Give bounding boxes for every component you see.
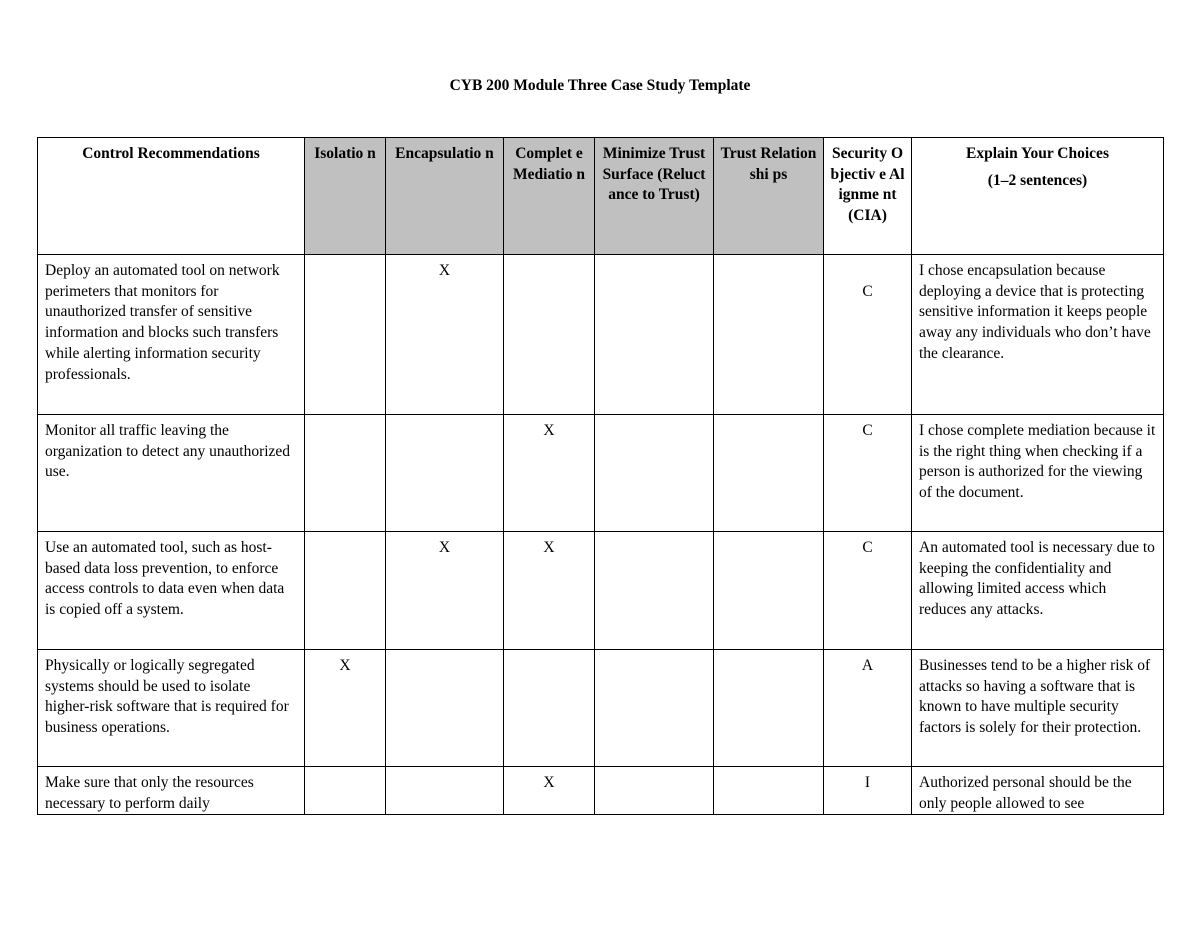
encapsulation-cell: X xyxy=(386,255,504,415)
header-explain-subtitle: (1–2 sentences) xyxy=(987,171,1088,189)
table-row xyxy=(38,767,1164,815)
header-explain-choices xyxy=(912,138,1164,255)
table-row xyxy=(38,255,1164,415)
header-minimize-trust-surface: Minimize Trust Surface (Reluctance to Trust) xyxy=(595,138,714,255)
cia-cell: A xyxy=(824,650,912,767)
header-trust-relationships: Trust Relationshi ps xyxy=(714,138,824,255)
trust-relationships-cell xyxy=(714,767,824,815)
control-cell: Deploy an automated tool on network perimeters that monitors for unauthorized transfer of sensitive information and blocks such transfers while alerting information security professionals. xyxy=(38,255,305,415)
header-complete-mediation: Complet e Mediatio n xyxy=(504,138,595,255)
minimize-trust-cell xyxy=(595,650,714,767)
explain-cell-text: Authorized personal should be the only people allowed to see xyxy=(919,774,1132,812)
explain-cell: I chose encapsulation because deploying a device that is protecting sensitive information it keeps people away any individuals who don’t have the clearance. xyxy=(912,255,1164,415)
table-row xyxy=(38,415,1164,532)
table-row xyxy=(38,650,1164,767)
isolation-cell xyxy=(305,767,386,815)
cia-cell: C xyxy=(824,532,912,650)
document-title: CYB 200 Module Three Case Study Template xyxy=(449,77,751,94)
encapsulation-cell: X xyxy=(386,532,504,650)
control-cell: Monitor all traffic leaving the organization to detect any unauthorized use. xyxy=(38,415,305,532)
isolation-cell xyxy=(305,532,386,650)
header-control-recommendations: Control Recommendations xyxy=(38,138,305,255)
header-security-objective: Security Objectiv e Alignme nt (CIA) xyxy=(824,138,912,255)
control-cell: Use an automated tool, such as host-based data loss prevention, to enforce access controls to data even when data is copied off a system. xyxy=(38,532,305,650)
complete-mediation-cell: X xyxy=(504,415,595,532)
explain-cell: I chose complete mediation because it is the right thing when checking if a person is authorized for the viewing of the document. xyxy=(912,415,1164,532)
complete-mediation-cell: X xyxy=(504,532,595,650)
minimize-trust-cell xyxy=(595,767,714,815)
complete-mediation-cell: X xyxy=(504,767,595,815)
table-row xyxy=(38,532,1164,650)
isolation-cell xyxy=(305,255,386,415)
header-encapsulation: Encapsulatio n xyxy=(386,138,504,255)
trust-relationships-cell xyxy=(714,532,824,650)
table-header-row xyxy=(38,138,1164,255)
control-cell-text: Make sure that only the resources necessary to perform daily xyxy=(45,774,254,812)
explain-cell xyxy=(912,767,1164,815)
trust-relationships-cell xyxy=(714,255,824,415)
header-isolation: Isolatio n xyxy=(305,138,386,255)
encapsulation-cell xyxy=(386,650,504,767)
cia-cell: C xyxy=(824,255,912,415)
minimize-trust-cell xyxy=(595,255,714,415)
encapsulation-cell xyxy=(386,415,504,532)
trust-relationships-cell xyxy=(714,650,824,767)
isolation-cell: X xyxy=(305,650,386,767)
explain-cell: Businesses tend to be a higher risk of attacks so having a software that is known to have multiple security factors is solely for their protection. xyxy=(912,650,1164,767)
trust-relationships-cell xyxy=(714,415,824,532)
complete-mediation-cell xyxy=(504,650,595,767)
minimize-trust-cell xyxy=(595,532,714,650)
cia-cell: I xyxy=(824,767,912,815)
header-explain-title: Explain Your Choices xyxy=(966,145,1109,162)
minimize-trust-cell xyxy=(595,415,714,532)
explain-cell: An automated tool is necessary due to keeping the confidentiality and allowing limited access which reduces any attacks. xyxy=(912,532,1164,650)
case-study-table xyxy=(37,137,1164,815)
isolation-cell xyxy=(305,415,386,532)
control-cell xyxy=(38,767,305,815)
complete-mediation-cell xyxy=(504,255,595,415)
encapsulation-cell xyxy=(386,767,504,815)
cia-cell: C xyxy=(824,415,912,532)
control-cell: Physically or logically segregated systems should be used to isolate higher-risk software that is required for business operations. xyxy=(38,650,305,767)
